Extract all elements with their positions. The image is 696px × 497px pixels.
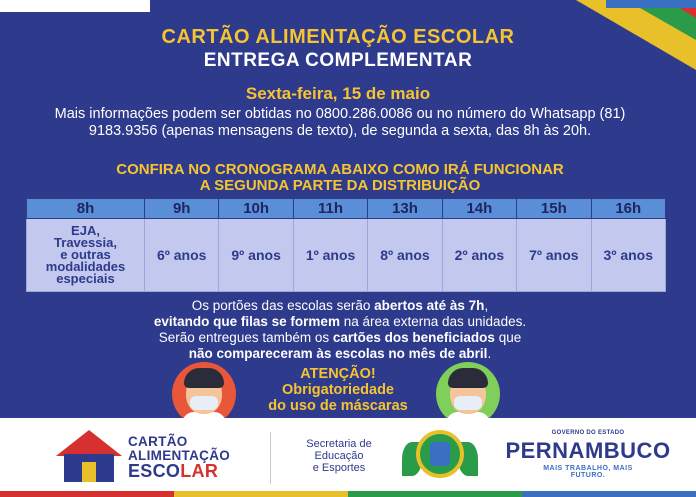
schedule-heading-line2: A SEGUNDA PARTE DA DISTRIBUIÇÃO [199, 177, 481, 194]
coat-shield [430, 442, 450, 466]
schedule-heading-line1: CONFIRA NO CRONOGRAMA ABAIXO COMO IRÁ FUNCIONAR [116, 161, 564, 178]
notes-line [40, 346, 640, 362]
logo-text-line1: CARTÃO [128, 434, 188, 449]
schedule-cell-eja-line: Travessia, [54, 235, 117, 250]
notes-line [40, 298, 640, 314]
notes-line [40, 314, 640, 330]
schedule-header-cell: 16h [591, 199, 665, 219]
house-roof [56, 430, 122, 456]
state-coat-of-arms-icon [402, 428, 478, 484]
notes-bold-part: abertos até às 7h [374, 298, 485, 313]
face-hair [448, 368, 488, 388]
state-slogan: MAIS TRABALHO, MAIS FUTURO. [543, 465, 633, 479]
schedule-cell-eja [27, 219, 145, 292]
mask-warning-line: do uso de máscaras [268, 398, 408, 414]
corner-decoration-left [0, 0, 150, 12]
event-date: Sexta-feira, 15 de maio [245, 84, 431, 103]
schedule-cell: 8º anos [368, 219, 442, 292]
schedule-table [26, 198, 666, 292]
logo-text-lar: LAR [180, 461, 219, 481]
schedule-cell: 9º anos [219, 219, 293, 292]
face-mask [454, 396, 482, 410]
notes-text-part: . [487, 346, 492, 361]
footer-divider [270, 432, 271, 484]
schedule-cell: 3º anos [591, 219, 665, 292]
schedule-header-cell: 14h [442, 199, 516, 219]
title-main: CARTÃO ALIMENTAÇÃO ESCOLAR [161, 26, 515, 48]
logo-text-line3 [128, 461, 218, 482]
info-text: Mais informações podem ser obtidas no 0800.286.0086 ou no número do Whatsapp (81) 9183.9356 (apenas mensagens de texto), de segunda a sexta, das 8h às 20h. [54, 106, 626, 139]
notes-bold-part: cartões dos beneficiados [332, 330, 495, 345]
notes-line [40, 330, 640, 346]
schedule-header-cell: 8h [27, 199, 145, 219]
notes-text-part: Os portões das escolas serão [191, 298, 375, 313]
schedule-header-row [27, 199, 666, 219]
schedule-cell-eja-line: EJA, [71, 223, 100, 238]
corner-decoration-blue [606, 0, 696, 8]
logo-text-esco: ESCO [128, 461, 181, 481]
secretaria-line: Secretaria de [306, 438, 372, 450]
government-label: GOVERNO DO ESTADO [551, 430, 625, 436]
face-mask [190, 396, 218, 410]
notes-text [40, 298, 640, 362]
mask-warning-line: ATENÇÃO! [300, 366, 376, 382]
schedule-cell: 7º anos [517, 219, 591, 292]
schedule-header-cell: 10h [219, 199, 293, 219]
house-door [82, 462, 96, 482]
secretaria-line: e Esportes [312, 462, 366, 474]
title-sub: ENTREGA COMPLEMENTAR [203, 50, 473, 71]
boy-with-mask-icon [436, 362, 500, 426]
notes-text-part: Serão entregues também os [158, 330, 333, 345]
notes-text-part: , [484, 298, 489, 313]
secretaria-line: Educação [314, 450, 364, 462]
schedule-cell: 1º anos [293, 219, 367, 292]
schedule-header-cell: 11h [293, 199, 367, 219]
notes-bold-part: não compareceram às escolas no mês de abril [188, 346, 488, 361]
schedule-cell-eja-line: e outras [60, 247, 111, 262]
schedule-header-cell: 9h [145, 199, 219, 219]
footer-color-stripe [0, 491, 696, 497]
schedule-cell: 6º anos [145, 219, 219, 292]
notes-text-part: que [494, 330, 522, 345]
notes-bold-part: evitando que filas se formem [153, 314, 340, 329]
schedule-header-cell: 13h [368, 199, 442, 219]
schedule-cell-eja-line: especiais [56, 271, 115, 286]
house-icon [56, 430, 122, 484]
mask-warning [226, 366, 450, 414]
notes-text-part: na área externa das unidades. [339, 314, 527, 329]
mask-warning-line: Obrigatoriedade [282, 382, 394, 398]
cartao-alimentacao-logo [56, 430, 256, 484]
schedule-cell: 2º anos [442, 219, 516, 292]
schedule-body-row [27, 219, 666, 292]
schedule-header-cell: 15h [517, 199, 591, 219]
logo-text-line2: ALIMENTAÇÃO [128, 448, 231, 463]
schedule-heading [40, 162, 640, 194]
schedule-cell-eja-line: modalidades [45, 259, 126, 274]
secretaria-label [296, 438, 382, 474]
face-hair [184, 368, 224, 388]
state-name: PERNAMBUCO [505, 438, 671, 463]
